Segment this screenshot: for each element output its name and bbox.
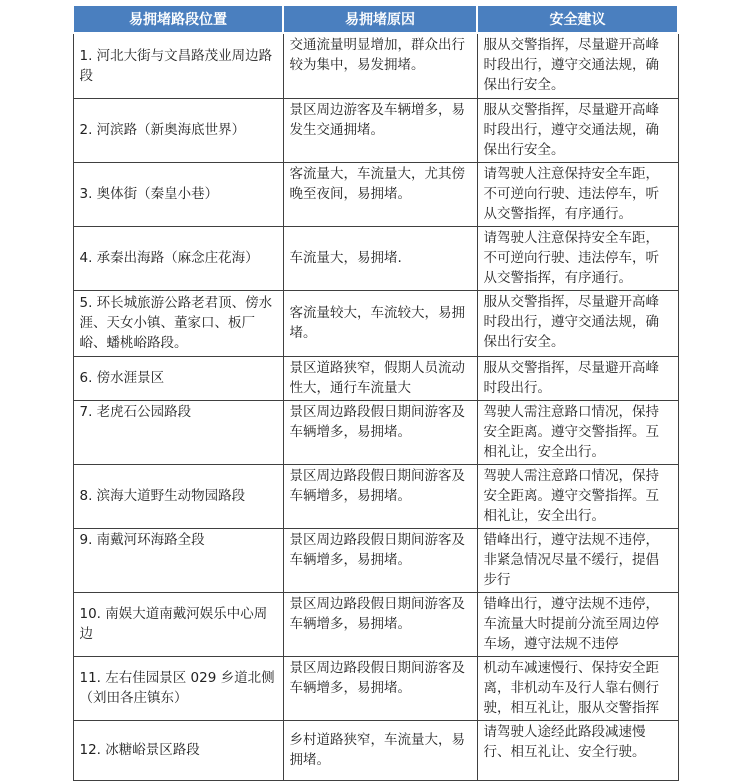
advice-cell: 错峰出行，遵守法规不违停，非紧急情况尽量不缓行，提倡步行 — [477, 529, 678, 593]
reason-cell: 景区周边路段假日期间游客及车辆增多，易拥堵。 — [283, 401, 477, 465]
advice-cell: 机动车减速慢行、保持安全距离，非机动车及行人靠右侧行驶，相互礼让，服从交警指挥 — [477, 657, 678, 721]
table-row — [73, 33, 678, 99]
advice-cell: 服从交警指挥，尽量避开高峰时段出行，遵守交通法规，确保出行安全。 — [477, 99, 678, 163]
table-row — [73, 465, 678, 529]
advice-cell: 错峰出行，遵守法规不违停，车流量大时提前分流至周边停车场，遵守法规不违停 — [477, 593, 678, 657]
table-row — [73, 721, 678, 781]
advice-cell: 服从交警指挥，尽量避开高峰时段出行，遵守交通法规，确保出行安全。 — [477, 33, 678, 99]
reason-cell: 客流量较大，车流较大，易拥堵。 — [283, 291, 477, 357]
advice-cell: 请驾驶人途经此路段减速慢行、相互礼让、安全行驶。 — [477, 721, 678, 781]
table-row — [73, 227, 678, 291]
location-cell: 1. 河北大街与文昌路茂业周边路段 — [73, 33, 283, 99]
location-cell: 7. 老虎石公园路段 — [73, 401, 283, 465]
advice-cell: 请驾驶人注意保持安全车距，不可逆向行驶、违法停车，听从交警指挥，有序通行。 — [477, 227, 678, 291]
reason-cell: 景区周边路段假日期间游客及车辆增多，易拥堵。 — [283, 529, 477, 593]
advice-cell: 服从交警指挥，尽量避开高峰时段出行。 — [477, 357, 678, 401]
table-row — [73, 357, 678, 401]
advice-cell: 请驾驶人注意保持安全车距，不可逆向行驶、违法停车，听从交警指挥，有序通行。 — [477, 163, 678, 227]
reason-cell: 景区道路狭窄，假期人员流动性大，通行车流量大 — [283, 357, 477, 401]
reason-cell: 车流量大，易拥堵. — [283, 227, 477, 291]
table-row — [73, 593, 678, 657]
table-row — [73, 401, 678, 465]
table-row — [73, 99, 678, 163]
location-cell: 12. 冰糖峪景区路段 — [73, 721, 283, 781]
location-cell: 8. 滨海大道野生动物园路段 — [73, 465, 283, 529]
header-reason: 易拥堵原因 — [283, 6, 477, 33]
location-cell: 11. 左右佳园景区 029 乡道北侧（刘田各庄镇东） — [73, 657, 283, 721]
reason-cell: 交通流量明显增加，群众出行较为集中，易发拥堵。 — [283, 33, 477, 99]
location-cell: 2. 河滨路（新奥海底世界） — [73, 99, 283, 163]
location-cell: 10. 南娱大道南戴河娱乐中心周边 — [73, 593, 283, 657]
location-cell: 9. 南戴河环海路全段 — [73, 529, 283, 593]
table-row — [73, 657, 678, 721]
reason-cell: 乡村道路狭窄，车流量大，易拥堵。 — [283, 721, 477, 781]
location-cell: 6. 傍水涯景区 — [73, 357, 283, 401]
location-cell: 5. 环长城旅游公路老君顶、傍水涯、天女小镇、董家口、板厂峪、蟠桃峪路段。 — [73, 291, 283, 357]
table-row — [73, 163, 678, 227]
table-row — [73, 291, 678, 357]
advice-cell: 服从交警指挥，尽量避开高峰时段出行，遵守交通法规，确保出行安全。 — [477, 291, 678, 357]
table-row — [73, 529, 678, 593]
advice-cell: 驾驶人需注意路口情况，保持安全距离。遵守交警指挥。互相礼让，安全出行。 — [477, 465, 678, 529]
header-location: 易拥堵路段位置 — [73, 6, 283, 33]
location-cell: 4. 承秦出海路（麻念庄花海） — [73, 227, 283, 291]
reason-cell: 客流量大，车流量大，尤其傍晚至夜间，易拥堵。 — [283, 163, 477, 227]
table-header-row — [73, 6, 678, 33]
reason-cell: 景区周边路段假日期间游客及车辆增多，易拥堵。 — [283, 593, 477, 657]
header-advice: 安全建议 — [477, 6, 678, 33]
congestion-table — [72, 6, 679, 781]
reason-cell: 景区周边游客及车辆增多，易发生交通拥堵。 — [283, 99, 477, 163]
advice-cell: 驾驶人需注意路口情况，保持安全距离。遵守交警指挥。互相礼让，安全出行。 — [477, 401, 678, 465]
location-cell: 3. 奥体街（秦皇小巷） — [73, 163, 283, 227]
reason-cell: 景区周边路段假日期间游客及车辆增多，易拥堵。 — [283, 657, 477, 721]
reason-cell: 景区周边路段假日期间游客及车辆增多，易拥堵。 — [283, 465, 477, 529]
